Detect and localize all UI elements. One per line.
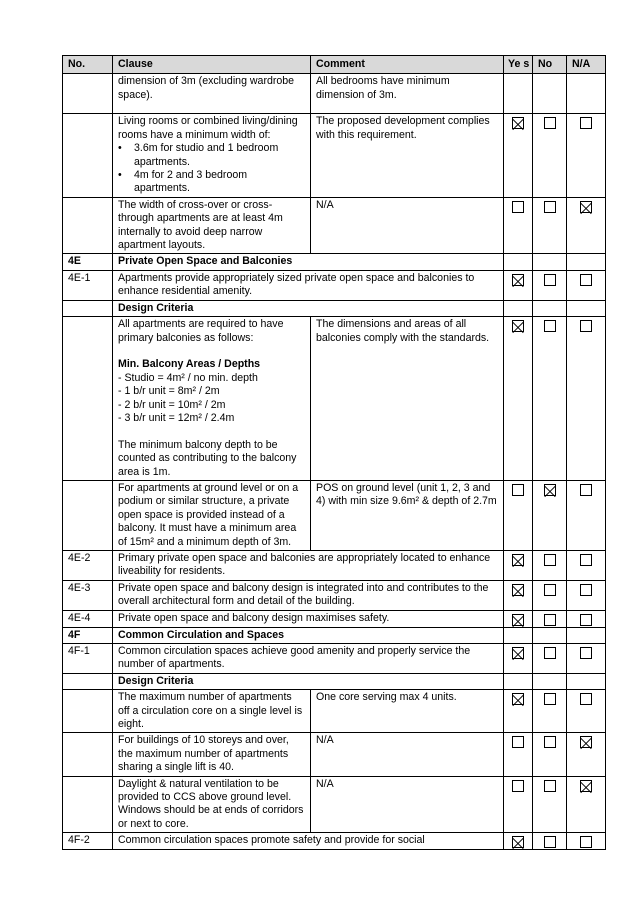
- checkbox-empty-icon[interactable]: [544, 117, 556, 129]
- sub-heading: Min. Balcony Areas / Depths: [118, 358, 261, 371]
- comment-cell: N/A: [311, 197, 504, 254]
- clause-cell: Apartments provide appropriately sized private open space and balconies to enhance residential amenity.: [113, 270, 504, 300]
- bullet-list: [118, 142, 305, 196]
- table-row: [63, 690, 606, 733]
- table-row: [63, 74, 606, 114]
- checkbox-checked-icon[interactable]: [512, 614, 524, 626]
- checkbox-empty-icon[interactable]: [544, 780, 556, 792]
- comment-cell: The dimensions and areas of all balconies comply with the standards.: [311, 317, 504, 481]
- list-item: - Studio = 4m² / no min. depth: [118, 371, 258, 384]
- checkbox-empty-icon[interactable]: [544, 320, 556, 332]
- table-row: [63, 300, 606, 316]
- table-row: [63, 270, 606, 300]
- clause-cell: Common circulation spaces promote safety and provide for social: [113, 833, 504, 850]
- header-no-col: No: [533, 56, 567, 74]
- header-clause: Clause: [113, 56, 311, 74]
- checkbox-empty-icon[interactable]: [580, 484, 592, 496]
- header-na: N/A: [567, 56, 606, 74]
- checkbox-checked-icon[interactable]: [512, 693, 524, 705]
- clause-number: 4E-4: [63, 610, 113, 627]
- clause-cell: Daylight & natural ventilation to be provided to CCS above ground level. Windows should be at ends of corridors or next to core.: [113, 776, 311, 833]
- checkbox-checked-icon[interactable]: [512, 274, 524, 286]
- header-no: No.: [63, 56, 113, 74]
- table-row: [63, 673, 606, 689]
- section-number: 4F: [63, 627, 113, 643]
- design-criteria-heading: Design Criteria: [113, 300, 504, 316]
- table-row: [63, 644, 606, 674]
- checkbox-empty-icon[interactable]: [580, 647, 592, 659]
- checkbox-empty-icon[interactable]: [580, 554, 592, 566]
- checkbox-empty-icon[interactable]: [544, 201, 556, 213]
- table-row: [63, 580, 606, 610]
- clause-cell: For apartments at ground level or on a podium or similar structure, a private open space is provided instead of a balcony. It must have a minimum area of 15m² and a minimum depth of 3m.: [113, 480, 311, 550]
- checkbox-empty-icon[interactable]: [544, 736, 556, 748]
- checkbox-empty-icon[interactable]: [544, 614, 556, 626]
- checkbox-checked-icon[interactable]: [512, 584, 524, 596]
- checkbox-empty-icon[interactable]: [580, 836, 592, 848]
- clause-cell: Private open space and balcony design is integrated into and contributes to the overall architectural form and detail of the building.: [113, 580, 504, 610]
- checkbox-checked-icon[interactable]: [512, 836, 524, 848]
- clause-text: Living rooms or combined living/dining rooms have a minimum width of:: [118, 115, 298, 141]
- clause-cell: Primary private open space and balconies are appropriately located to enhance liveability for residents.: [113, 550, 504, 580]
- section-number: 4E: [63, 254, 113, 270]
- clause-number: 4F-1: [63, 644, 113, 674]
- clause-note: The minimum balcony depth to be counted as contributing to the balcony area is 1m.: [118, 438, 297, 478]
- clause-cell: The width of cross-over or cross-through apartments are at least 4m internally to avoid deep narrow apartment layouts.: [113, 197, 311, 254]
- comment-cell: All bedrooms have minimum dimension of 3m.: [311, 74, 504, 114]
- checkbox-empty-icon[interactable]: [544, 584, 556, 596]
- table-row: [63, 776, 606, 833]
- comment-cell: N/A: [311, 776, 504, 833]
- dash-list: [118, 372, 305, 426]
- comment-cell: N/A: [311, 733, 504, 776]
- clause-cell: For buildings of 10 storeys and over, the maximum number of apartments sharing a single lift is 40.: [113, 733, 311, 776]
- comment-cell: One core serving max 4 units.: [311, 690, 504, 733]
- compliance-table: [62, 55, 606, 850]
- checkbox-empty-icon[interactable]: [580, 320, 592, 332]
- checkbox-checked-icon[interactable]: [580, 201, 592, 213]
- section-title: Common Circulation and Spaces: [113, 627, 504, 643]
- table-row: [63, 610, 606, 627]
- comment-cell: POS on ground level (unit 1, 2, 3 and 4) with min size 9.6m² & depth of 2.7m: [311, 480, 504, 550]
- checkbox-empty-icon[interactable]: [544, 647, 556, 659]
- clause-cell: dimension of 3m (excluding wardrobe space).: [113, 74, 311, 114]
- section-row: [63, 254, 606, 270]
- checkbox-empty-icon[interactable]: [580, 274, 592, 286]
- checkbox-empty-icon[interactable]: [544, 693, 556, 705]
- list-item: • 4m for 2 and 3 bedroom apartments.: [134, 169, 305, 196]
- checkbox-checked-icon[interactable]: [512, 647, 524, 659]
- table-row: [63, 114, 606, 197]
- clause-text: All apartments are required to have primary balconies as follows:: [118, 318, 284, 344]
- table-row: [63, 480, 606, 550]
- table-row: [63, 833, 606, 850]
- header-yes: Ye s: [504, 56, 533, 74]
- checkbox-empty-icon[interactable]: [580, 584, 592, 596]
- clause-cell: Private open space and balcony design maximises safety.: [113, 610, 504, 627]
- section-row: [63, 627, 606, 643]
- checkbox-checked-icon[interactable]: [512, 554, 524, 566]
- checkbox-empty-icon[interactable]: [512, 484, 524, 496]
- table-row: [63, 550, 606, 580]
- checkbox-checked-icon[interactable]: [512, 320, 524, 332]
- comment-cell: The proposed development complies with this requirement.: [311, 114, 504, 197]
- clause-cell: The maximum number of apartments off a circulation core on a single level is eight.: [113, 690, 311, 733]
- checkbox-empty-icon[interactable]: [580, 614, 592, 626]
- header-row: [63, 56, 606, 74]
- design-criteria-heading: Design Criteria: [113, 673, 504, 689]
- checkbox-empty-icon[interactable]: [512, 780, 524, 792]
- clause-number: 4F-2: [63, 833, 113, 850]
- checkbox-empty-icon[interactable]: [512, 201, 524, 213]
- list-item: • 3.6m for studio and 1 bedroom apartments.: [134, 142, 305, 169]
- table-row: [63, 733, 606, 776]
- checkbox-empty-icon[interactable]: [544, 554, 556, 566]
- table-row: [63, 197, 606, 254]
- list-item: - 3 b/r unit = 12m² / 2.4m: [118, 411, 235, 424]
- clause-cell: [113, 114, 311, 197]
- clause-number: 4E-3: [63, 580, 113, 610]
- clause-cell: [113, 317, 311, 481]
- checkbox-checked-icon[interactable]: [580, 736, 592, 748]
- checkbox-checked-icon[interactable]: [512, 117, 524, 129]
- list-item: - 1 b/r unit = 8m² / 2m: [118, 385, 220, 398]
- checkbox-empty-icon[interactable]: [544, 274, 556, 286]
- header-comment: Comment: [311, 56, 504, 74]
- clause-number: 4E-1: [63, 270, 113, 300]
- table-row: [63, 317, 606, 481]
- checkbox-empty-icon[interactable]: [580, 117, 592, 129]
- checkbox-empty-icon[interactable]: [580, 693, 592, 705]
- list-item: - 2 b/r unit = 10m² / 2m: [118, 398, 226, 411]
- clause-number: 4E-2: [63, 550, 113, 580]
- checkbox-empty-icon[interactable]: [512, 736, 524, 748]
- section-title: Private Open Space and Balconies: [113, 254, 504, 270]
- checkbox-checked-icon[interactable]: [544, 484, 556, 496]
- checkbox-empty-icon[interactable]: [544, 836, 556, 848]
- checkbox-checked-icon[interactable]: [580, 780, 592, 792]
- clause-cell: Common circulation spaces achieve good amenity and properly service the number of apartments.: [113, 644, 504, 674]
